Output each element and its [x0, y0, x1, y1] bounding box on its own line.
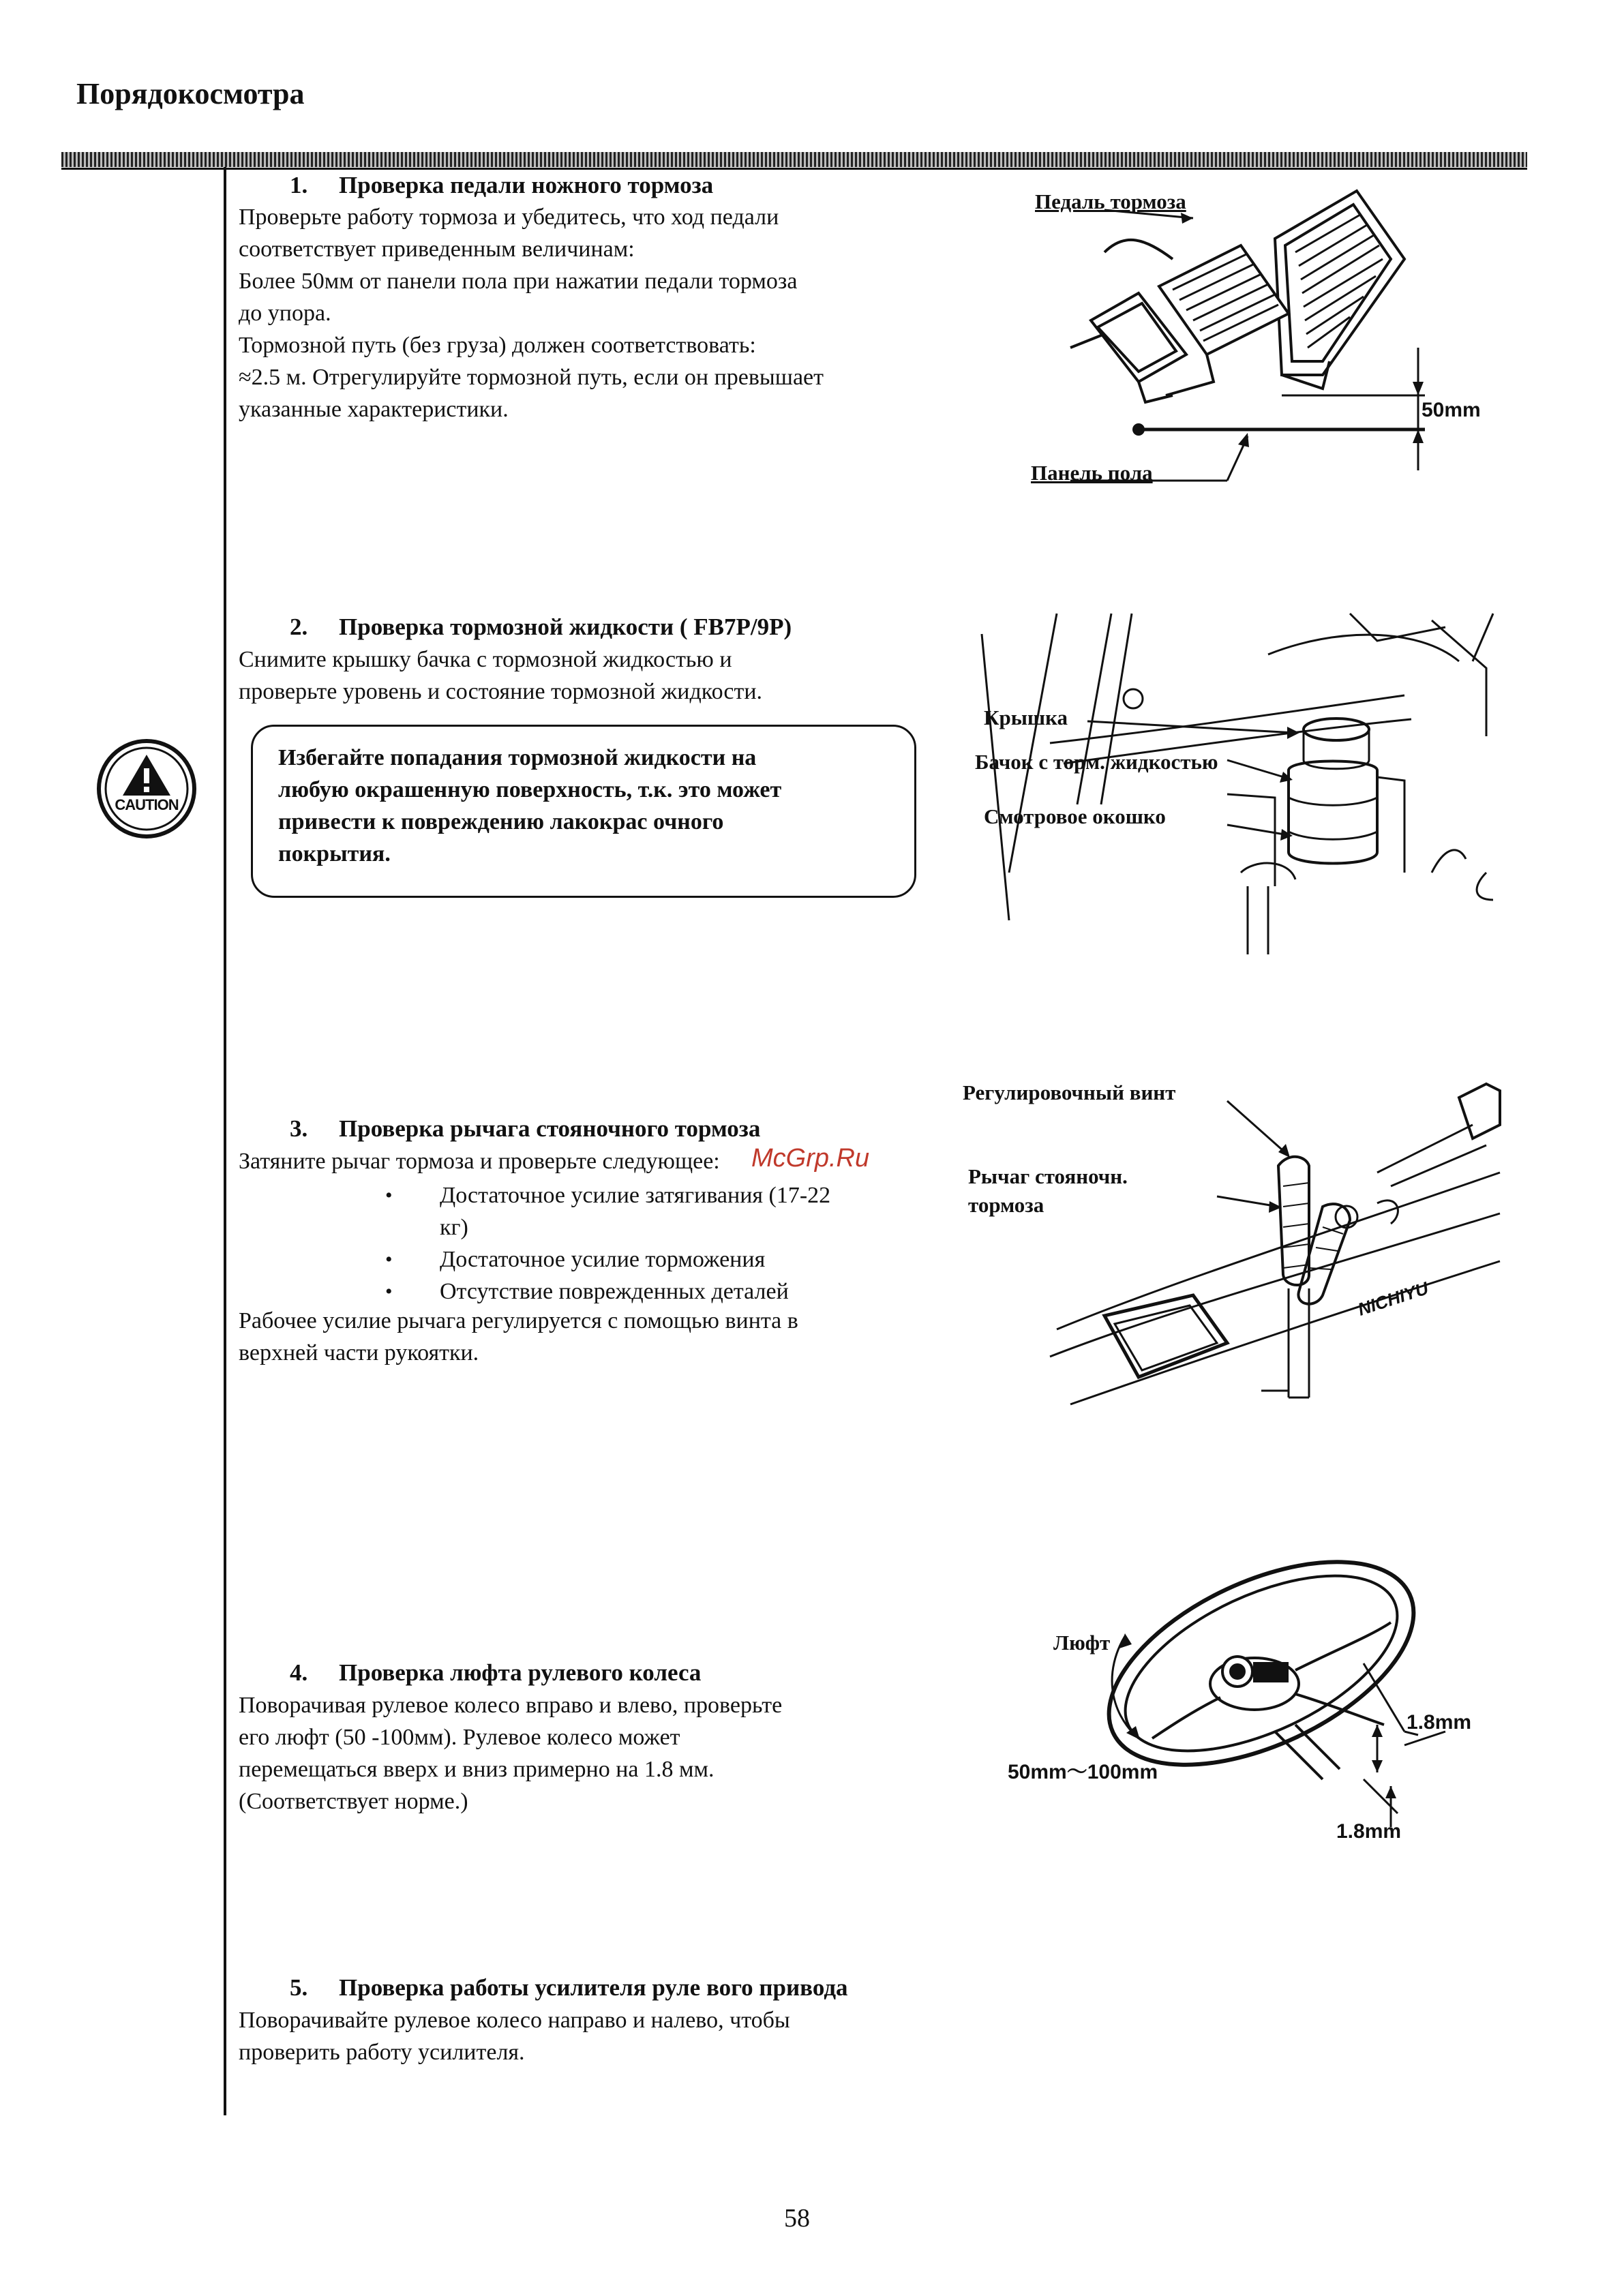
bullet-item: • Достаточное усилие затягивания (17-22 кг) [385, 1179, 917, 1243]
margin-line [224, 167, 226, 2115]
section-5-body: Поворачивайте рулевое колесо направо и налево, чтобы проверить работу усилителя. [239, 2008, 790, 2065]
section-1-title [290, 172, 713, 199]
section-5-number: 5. [290, 1974, 308, 2001]
bullet-item: • Отсутствие поврежденных деталей [385, 1275, 917, 1308]
brand-logo: NICHIYU [1355, 1278, 1431, 1320]
section-1-title-text: Проверка педали ножного тормоза [339, 172, 714, 198]
pedal-label: Педаль тормоза [1035, 190, 1186, 213]
section-4-title-text: Проверка люфта рулевого колеса [339, 1659, 702, 1686]
section-2-body: Снимите крышку бачка с тормозной жидкостью и проверьте уровень и состояние тормозной жидкости. [239, 647, 763, 704]
pedal-dimension: 50mm [1422, 399, 1481, 421]
reservoir-figure [968, 600, 1507, 954]
play-label: Люфт [1053, 1631, 1111, 1655]
section-3-bullets [385, 1179, 917, 1308]
section-2-number: 2. [290, 614, 308, 640]
tank-label: Бачок с торм. жидкостью [975, 750, 1218, 774]
vertical-play-down-label: 1.8mm [1336, 1820, 1402, 1843]
bullet-item: • Достаточное усилие торможения [385, 1243, 917, 1275]
caution-icon-text: CAUTION [115, 796, 179, 813]
wheel-figure [968, 1554, 1507, 1861]
caution-text: Избегайте попадания тормозной жидкости на любую окрашенную поверхность, т.к. это может привести к повреждению лакокрас очного покрытия. [278, 745, 782, 866]
lever-figure [968, 1070, 1507, 1411]
section-5-title-text: Проверка работы усилителя руле вого привода [339, 1974, 848, 2001]
caution-icon [95, 738, 198, 840]
section-3-title [290, 1115, 760, 1143]
section-5-title [290, 1974, 848, 2002]
adjust-screw-label: Регулировочный винт [963, 1081, 1176, 1104]
pedal-figure [968, 177, 1500, 504]
section-4-body: Поворачивая рулевое колесо вправо и влево, проверьте его люфт (50 -100мм). Рулевое колесо может перемещаться вверх и вниз примерно на 1.8 мм. (Соответствует норме.) [239, 1693, 783, 1814]
section-3-body-2: Рабочее усилие рычага регулируется с помощью винта в верхней части рукоятки. [239, 1308, 798, 1365]
sight-window-label: Смотровое окошко [984, 804, 1166, 828]
section-4-number: 4. [290, 1659, 308, 1686]
section-2-title [290, 614, 792, 641]
section-2-title-text: Проверка тормозной жидкости ( FB7P/9P) [339, 614, 792, 640]
section-4-title [290, 1659, 701, 1687]
cap-label: Крышка [984, 706, 1068, 729]
section-3-number: 3. [290, 1115, 308, 1142]
parking-lever-label: Рычаг стояночн. тормоза [968, 1164, 1128, 1217]
header-rule [61, 152, 1527, 167]
section-3-body: Затяните рычаг тормоза и проверьте следующее: [239, 1149, 720, 1174]
floor-panel-label: Панель пола [1031, 461, 1153, 485]
section-3-title-text: Проверка рычага стояночного тормоза [339, 1115, 761, 1142]
vertical-play-up-label: 1.8mm [1407, 1711, 1472, 1734]
section-1-number: 1. [290, 172, 308, 198]
play-range-label: 50mm〜100mm [1008, 1761, 1158, 1783]
page-number: 58 [784, 2204, 810, 2233]
section-1-body: Проверьте работу тормоза и убедитесь, что ход педали соответствует приведенным величинам: Более 50мм от панели пола при нажатии педали тормоза до упора. Тормозной путь (без груза) должен соответствовать: ≈2.5 м. Отрегулируйте тормозной путь, если он превышает указанные характеристики. [239, 205, 824, 422]
watermark: McGrp.Ru [751, 1144, 870, 1173]
page-title: Порядокосмотра [76, 77, 305, 110]
